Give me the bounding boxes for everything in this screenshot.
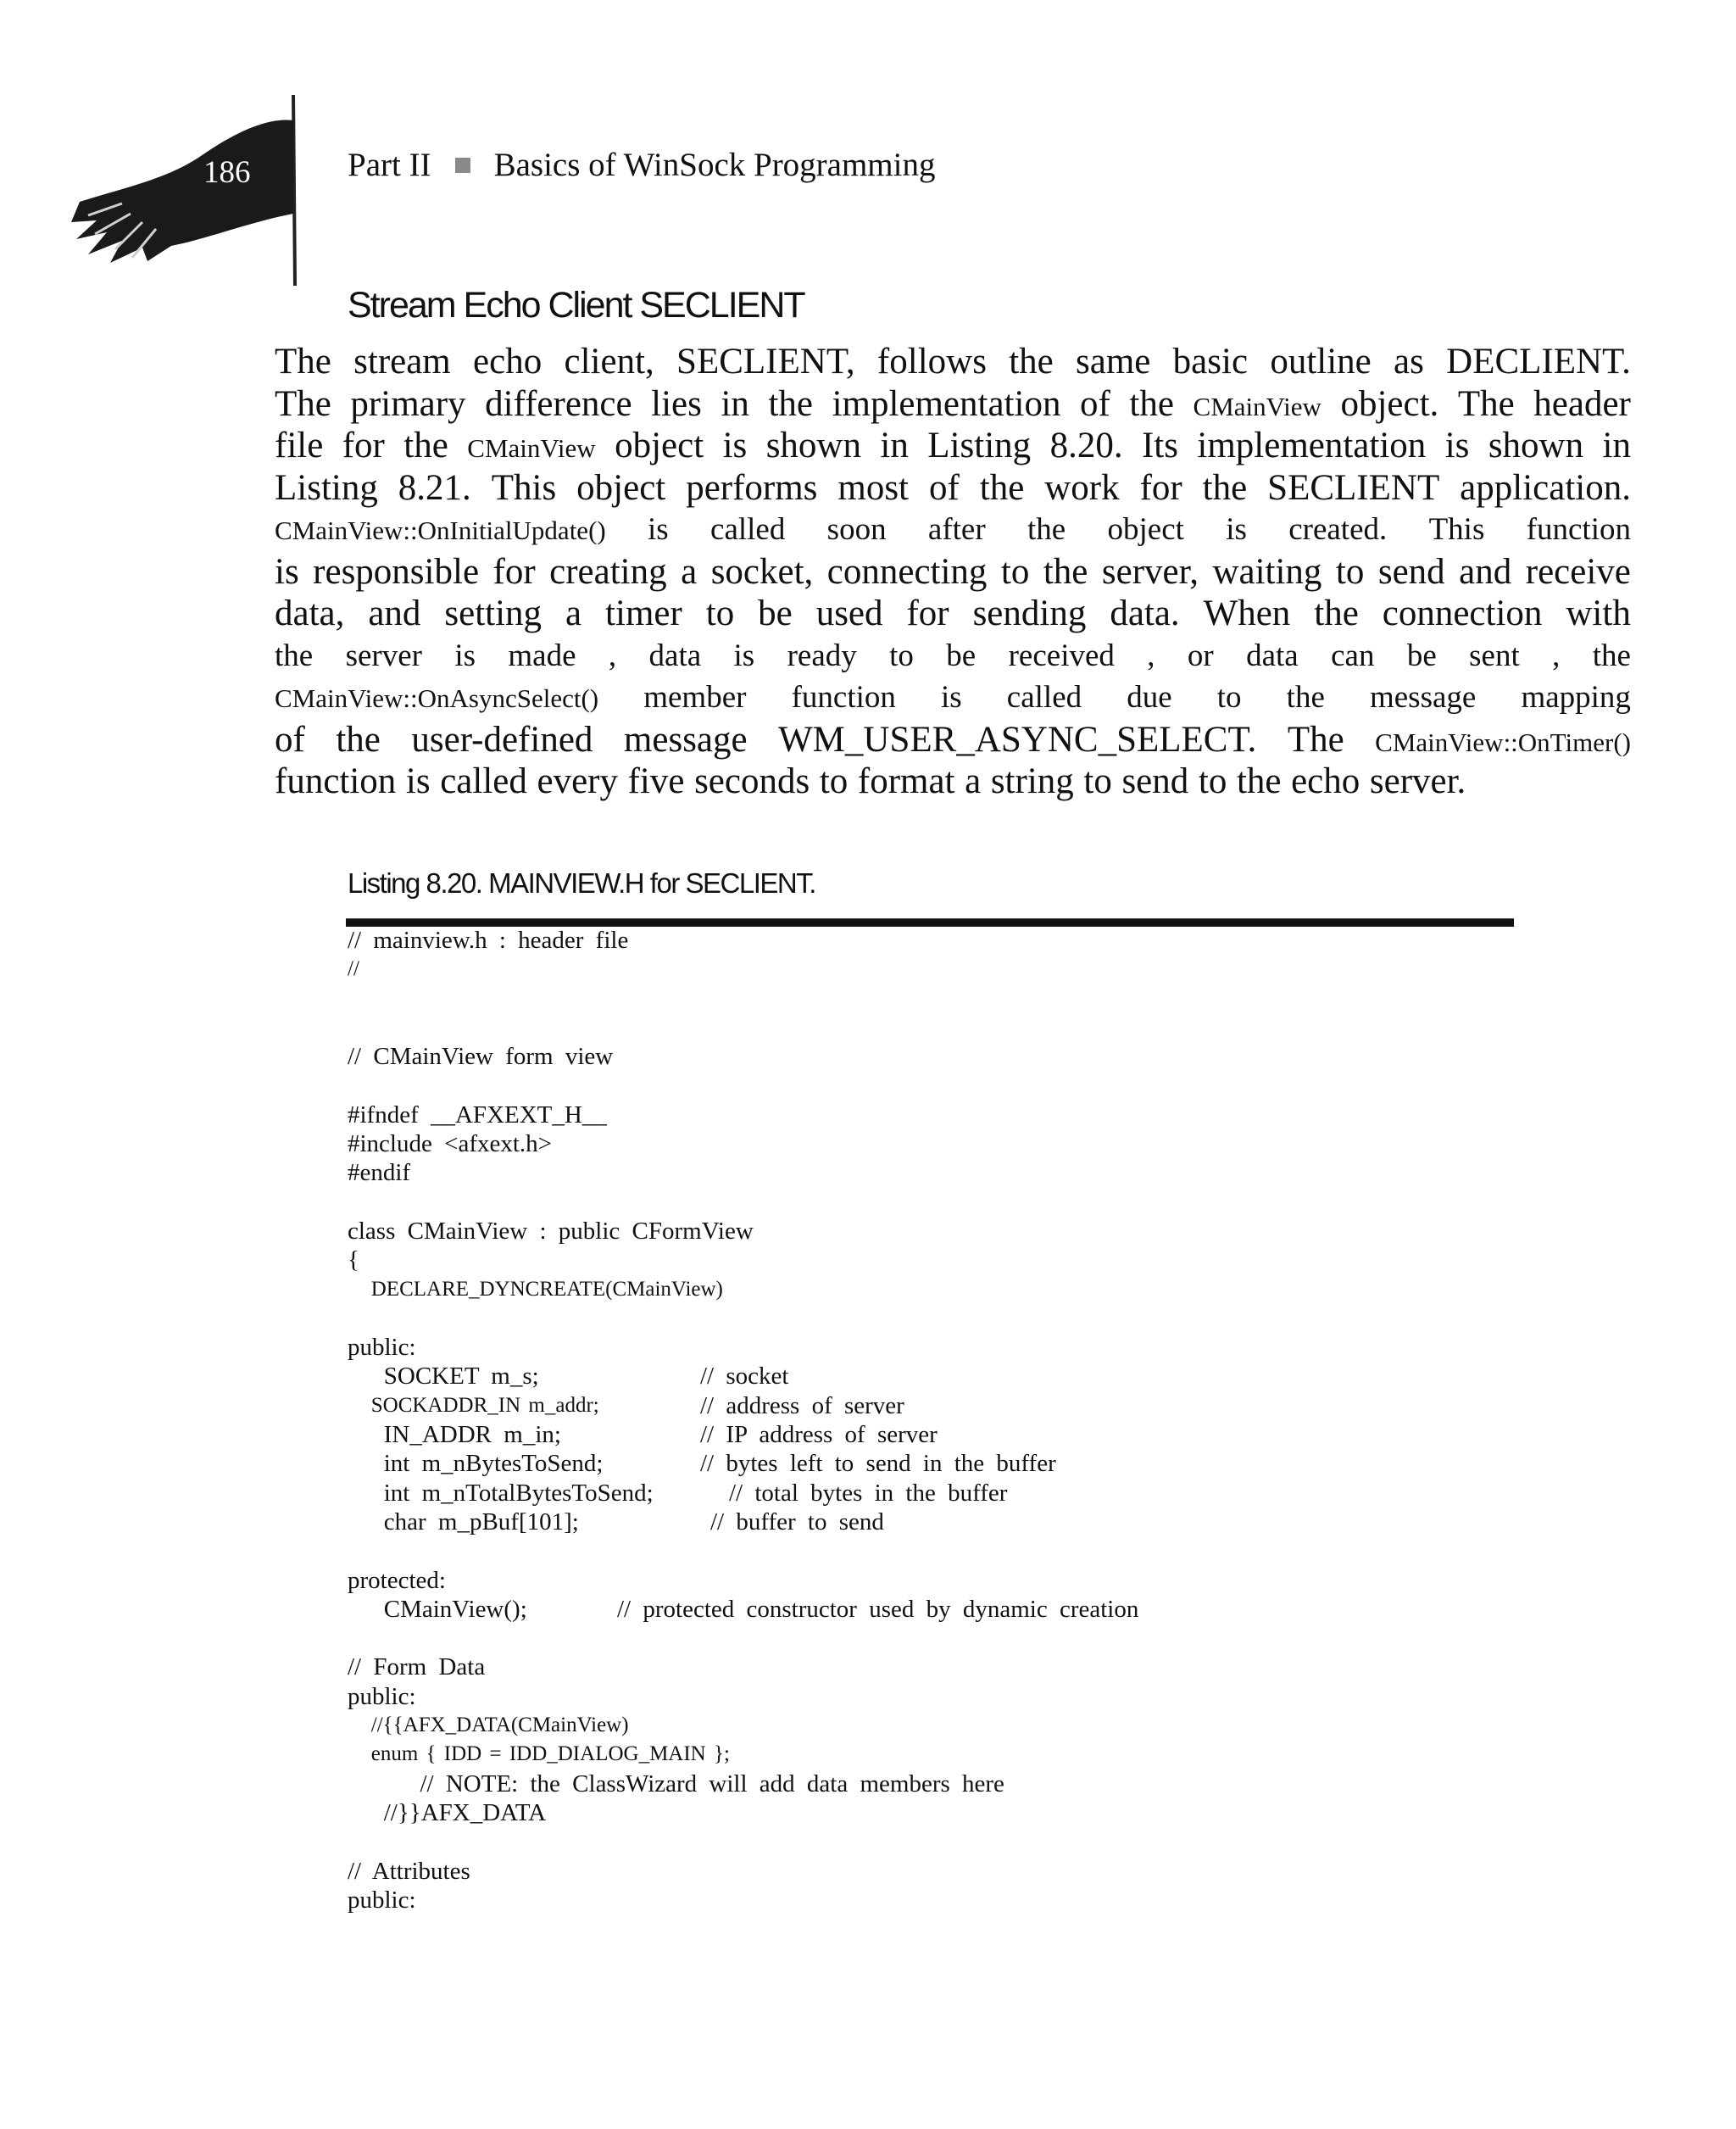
code-line: protected: bbox=[348, 1566, 446, 1594]
code-line bbox=[348, 1013, 1619, 1042]
paragraph-word: a bbox=[681, 551, 698, 592]
code-line: DECLARE_DYNCREATE(CMainView) bbox=[348, 1277, 723, 1301]
paragraph-word: to bbox=[705, 594, 735, 633]
paragraph-word: seconds bbox=[694, 761, 810, 801]
paragraph-word: for bbox=[342, 426, 385, 465]
code-text: int m_nBytesToSend; bbox=[348, 1450, 604, 1478]
inline-code: CMainView bbox=[1193, 391, 1321, 421]
paragraph-word: for bbox=[906, 594, 949, 633]
paragraph-word: connecting bbox=[826, 551, 988, 592]
code-line bbox=[348, 984, 1619, 1013]
paragraph-word: in bbox=[721, 383, 749, 424]
code-line bbox=[348, 1827, 1619, 1856]
code-text: int m_nTotalBytesToSend; bbox=[348, 1479, 654, 1507]
paragraph-word: a bbox=[565, 594, 582, 633]
paragraph-word: user-defined bbox=[411, 719, 593, 760]
paragraph-word: SECLIENT, bbox=[676, 342, 855, 382]
paragraph-word: message bbox=[623, 719, 748, 760]
code-comment: // bytes left to send in the buffer bbox=[700, 1450, 1056, 1478]
paragraph-line bbox=[275, 719, 1631, 761]
paragraph-word: with bbox=[1566, 594, 1631, 633]
paragraph-word: made bbox=[508, 638, 576, 673]
paragraph-word: application. bbox=[1460, 467, 1631, 508]
paragraph-word: string bbox=[990, 761, 1074, 801]
paragraph-word: , bbox=[1552, 638, 1561, 673]
code-line: public: bbox=[348, 1334, 416, 1362]
code-line: // bbox=[348, 957, 359, 981]
paragraph-word: object bbox=[615, 426, 704, 465]
paragraph-line bbox=[275, 467, 1631, 510]
paragraph-word: the bbox=[1043, 551, 1088, 592]
paragraph-word: header bbox=[1533, 383, 1631, 424]
paragraph-word: responsible bbox=[313, 551, 480, 592]
paragraph-word: file bbox=[275, 426, 324, 465]
paragraph-word: received bbox=[1008, 638, 1115, 673]
paragraph-word: client, bbox=[564, 342, 654, 382]
paragraph-word: be bbox=[1406, 638, 1437, 673]
paragraph-word: is bbox=[1226, 512, 1247, 547]
paragraph-word: most bbox=[837, 467, 910, 508]
paragraph-word: The bbox=[1457, 383, 1515, 424]
paragraph-word: 8.21. bbox=[398, 467, 471, 508]
paragraph-word: DECLIENT. bbox=[1446, 342, 1631, 382]
inline-code: CMainView::OnInitialUpdate() bbox=[275, 516, 606, 545]
paragraph-line bbox=[275, 761, 1631, 803]
paragraph-word: the bbox=[1592, 638, 1631, 673]
paragraph-line bbox=[275, 677, 1631, 719]
paragraph-word: When bbox=[1203, 594, 1291, 633]
paragraph-word: of bbox=[1080, 383, 1110, 424]
code-line bbox=[348, 1449, 1619, 1478]
paragraph-line bbox=[275, 593, 1631, 635]
paragraph-word: , bbox=[608, 638, 617, 673]
code-line: public: bbox=[348, 1886, 416, 1914]
code-text: SOCKADDR_IN m_addr; bbox=[348, 1393, 599, 1417]
listing-caption: Listing 8.20. MAINVIEW.H for SECLIENT. bbox=[348, 867, 815, 899]
code-line bbox=[348, 1188, 1619, 1217]
paragraph-word: the bbox=[1009, 342, 1054, 382]
paragraph-word: This bbox=[491, 467, 557, 508]
paragraph-word: is bbox=[275, 551, 299, 592]
inline-code: CMainView bbox=[467, 433, 596, 463]
paragraph-word: is bbox=[733, 638, 755, 673]
code-line: class CMainView : public CFormView bbox=[348, 1217, 754, 1245]
section-title: Stream Echo Client SECLIENT bbox=[348, 285, 804, 326]
code-line bbox=[348, 1071, 1619, 1100]
paragraph-word: implementation bbox=[1197, 426, 1427, 465]
code-line: // Attributes bbox=[348, 1857, 470, 1885]
paragraph-word: Listing bbox=[275, 467, 378, 508]
code-listing bbox=[348, 926, 1619, 1914]
code-line: //}}AFX_DATA bbox=[348, 1798, 547, 1826]
code-line bbox=[348, 1536, 1619, 1565]
code-line bbox=[348, 1624, 1619, 1652]
paragraph-word: ready bbox=[787, 638, 857, 673]
square-bullet-icon bbox=[455, 158, 470, 173]
paragraph-word: five bbox=[627, 761, 685, 801]
paragraph-word: as bbox=[1394, 342, 1424, 382]
code-comment: // protected constructor used by dynamic creation bbox=[617, 1595, 1139, 1623]
paragraph-word: message bbox=[1369, 680, 1477, 715]
paragraph-word: the bbox=[1286, 680, 1325, 715]
paragraph-word: object bbox=[1107, 512, 1184, 547]
paragraph-word: due bbox=[1127, 680, 1172, 715]
paragraph-word: outline bbox=[1270, 342, 1372, 382]
paragraph-word: of bbox=[275, 719, 305, 760]
paragraph-word: object bbox=[576, 467, 666, 508]
page-flag-logo-icon bbox=[71, 95, 317, 290]
inline-code: CMainView::OnTimer() bbox=[1375, 727, 1631, 757]
paragraph-word: the bbox=[403, 426, 448, 465]
paragraph-word: The bbox=[275, 383, 331, 424]
paragraph-line bbox=[275, 551, 1631, 594]
paragraph-word: function bbox=[791, 680, 896, 715]
paragraph-word: data. bbox=[1110, 594, 1180, 633]
code-line bbox=[348, 1595, 1619, 1624]
paragraph-word: used bbox=[815, 594, 883, 633]
paragraph-word: to bbox=[1198, 761, 1227, 801]
code-line bbox=[348, 1508, 1619, 1536]
paragraph-word: is bbox=[405, 761, 431, 801]
paragraph-word: socket, bbox=[710, 551, 814, 592]
paragraph-word: or bbox=[1187, 638, 1214, 673]
code-text: CMainView(); bbox=[348, 1595, 527, 1623]
paragraph-word: can bbox=[1331, 638, 1375, 673]
code-comment: // socket bbox=[700, 1363, 789, 1391]
code-line: //{{AFX_DATA(CMainView) bbox=[348, 1714, 629, 1737]
paragraph-word: the bbox=[768, 383, 813, 424]
paragraph-word: to bbox=[1216, 680, 1242, 715]
paragraph-word: sending bbox=[972, 594, 1087, 633]
paragraph-word: created. bbox=[1288, 512, 1388, 547]
paragraph-word: receive bbox=[1525, 551, 1631, 592]
paragraph-word: to bbox=[1000, 551, 1030, 592]
body-paragraph bbox=[275, 341, 1631, 803]
paragraph-word: Listing bbox=[927, 426, 1032, 465]
paragraph-word: server, bbox=[1101, 551, 1199, 592]
paragraph-word: shown bbox=[1488, 426, 1584, 465]
paragraph-word: after bbox=[927, 512, 986, 547]
paragraph-word: server. bbox=[1369, 761, 1466, 801]
paragraph-word: a bbox=[965, 761, 982, 801]
paragraph-word: is bbox=[648, 512, 669, 547]
paragraph-word: This bbox=[1428, 512, 1485, 547]
running-head bbox=[348, 146, 935, 184]
code-line bbox=[348, 1362, 1619, 1391]
paragraph-word: and bbox=[1459, 551, 1512, 592]
code-line: #endif bbox=[348, 1159, 411, 1187]
code-comment: // address of server bbox=[700, 1391, 904, 1419]
paragraph-word: basic bbox=[1172, 342, 1249, 382]
inline-code: CMainView::OnAsyncSelect() bbox=[275, 683, 599, 713]
paragraph-word: connection bbox=[1382, 594, 1543, 633]
code-comment: // IP address of server bbox=[700, 1421, 938, 1449]
code-line bbox=[348, 1391, 1619, 1420]
paragraph-word: The bbox=[275, 342, 331, 382]
paragraph-word: object. bbox=[1340, 383, 1439, 424]
paragraph-word: stream bbox=[353, 342, 451, 382]
paragraph-word: same bbox=[1076, 342, 1151, 382]
paragraph-word: is bbox=[1444, 426, 1470, 465]
paragraph-word: the bbox=[1314, 594, 1359, 633]
code-line: // mainview.h : header file bbox=[348, 927, 629, 954]
paragraph-word: is bbox=[722, 426, 748, 465]
paragraph-word: function bbox=[1526, 512, 1631, 547]
paragraph-word: to bbox=[819, 761, 849, 801]
paragraph-word: in bbox=[880, 426, 909, 465]
code-comment: // buffer to send bbox=[710, 1508, 884, 1535]
paragraph-word: function bbox=[275, 761, 397, 801]
paragraph-word: format bbox=[857, 761, 955, 801]
paragraph-word: send bbox=[1377, 551, 1445, 592]
paragraph-word: member bbox=[643, 680, 747, 715]
code-line bbox=[348, 1479, 1619, 1508]
paragraph-word: echo bbox=[1291, 761, 1360, 801]
paragraph-word: the bbox=[1202, 467, 1248, 508]
paragraph-word: the bbox=[336, 719, 381, 760]
chapter-title: Basics of WinSock Programming bbox=[493, 147, 936, 183]
paragraph-word: sent bbox=[1469, 638, 1520, 673]
paragraph-word: waiting bbox=[1212, 551, 1322, 592]
paragraph-word: of bbox=[928, 467, 960, 508]
paragraph-word: setting bbox=[444, 594, 542, 633]
paragraph-line bbox=[275, 383, 1631, 426]
paragraph-word: primary bbox=[350, 383, 466, 424]
paragraph-word: data bbox=[648, 638, 702, 673]
paragraph-word: the bbox=[275, 638, 314, 673]
paragraph-word: SECLIENT bbox=[1267, 467, 1440, 508]
paragraph-line bbox=[275, 509, 1631, 551]
paragraph-word: the bbox=[1027, 512, 1066, 547]
paragraph-line bbox=[275, 635, 1631, 677]
paragraph-word: called bbox=[1006, 680, 1082, 715]
paragraph-word: lies bbox=[651, 383, 702, 424]
paragraph-word: server bbox=[345, 638, 422, 673]
paragraph-word: the bbox=[979, 467, 1025, 508]
paragraph-word: for bbox=[1139, 467, 1182, 508]
paragraph-word: shown bbox=[765, 426, 861, 465]
code-line: #include <afxext.h> bbox=[348, 1130, 553, 1158]
code-line bbox=[348, 1420, 1619, 1449]
paragraph-word: performs bbox=[686, 467, 818, 508]
paragraph-word: for bbox=[492, 551, 536, 592]
paragraph-word: implementation bbox=[832, 383, 1061, 424]
paragraph-word: soon bbox=[826, 512, 887, 547]
paragraph-word: in bbox=[1602, 426, 1631, 465]
part-label: Part II bbox=[348, 147, 431, 183]
paragraph-word: echo bbox=[473, 342, 542, 382]
paragraph-word: the bbox=[1236, 761, 1282, 801]
paragraph-word: to bbox=[889, 638, 914, 673]
paragraph-word: follows bbox=[876, 342, 987, 382]
paragraph-word: be bbox=[946, 638, 976, 673]
paragraph-word: mapping bbox=[1521, 680, 1631, 715]
paragraph-word: send bbox=[1121, 761, 1189, 801]
code-line: { bbox=[348, 1246, 359, 1274]
code-line: #ifndef __AFXEXT_H__ bbox=[348, 1101, 607, 1129]
paragraph-word: be bbox=[758, 594, 793, 633]
code-line: public: bbox=[348, 1682, 416, 1710]
paragraph-word: data, bbox=[275, 594, 345, 633]
paragraph-line bbox=[275, 341, 1631, 383]
paragraph-word: timer bbox=[605, 594, 682, 633]
paragraph-word: Its bbox=[1141, 426, 1178, 465]
code-text: char m_pBuf[101]; bbox=[348, 1508, 579, 1535]
paragraph-word: to bbox=[1335, 551, 1365, 592]
paragraph-word: is bbox=[454, 638, 476, 673]
code-text: SOCKET m_s; bbox=[348, 1363, 539, 1391]
paragraph-line bbox=[275, 425, 1631, 467]
paragraph-word: , bbox=[1147, 638, 1155, 673]
paragraph-word: work bbox=[1044, 467, 1120, 508]
paragraph-word: difference bbox=[485, 383, 632, 424]
code-line bbox=[348, 1304, 1619, 1333]
code-line: // NOTE: the ClassWizard will add data members here bbox=[348, 1770, 1004, 1797]
code-line: // Form Data bbox=[348, 1653, 486, 1681]
page-number: 186 bbox=[203, 155, 251, 190]
paragraph-word: creating bbox=[549, 551, 667, 592]
paragraph-word: called bbox=[440, 761, 527, 801]
code-line: enum { IDD = IDD_DIALOG_MAIN }; bbox=[348, 1742, 730, 1766]
paragraph-word: every bbox=[537, 761, 618, 801]
paragraph-word: called bbox=[710, 512, 786, 547]
code-text: IN_ADDR m_in; bbox=[348, 1421, 561, 1449]
paragraph-word: WM_USER_ASYNC_SELECT. bbox=[778, 719, 1257, 760]
paragraph-word: the bbox=[1129, 383, 1174, 424]
code-line: // CMainView form view bbox=[348, 1043, 614, 1071]
paragraph-word: is bbox=[941, 680, 962, 715]
paragraph-word: to bbox=[1083, 761, 1112, 801]
code-comment: // total bytes in the buffer bbox=[729, 1479, 1008, 1507]
paragraph-word: The bbox=[1287, 719, 1344, 760]
paragraph-word: 8.20. bbox=[1049, 426, 1123, 465]
paragraph-word: and bbox=[368, 594, 421, 633]
paragraph-word: data bbox=[1246, 638, 1299, 673]
